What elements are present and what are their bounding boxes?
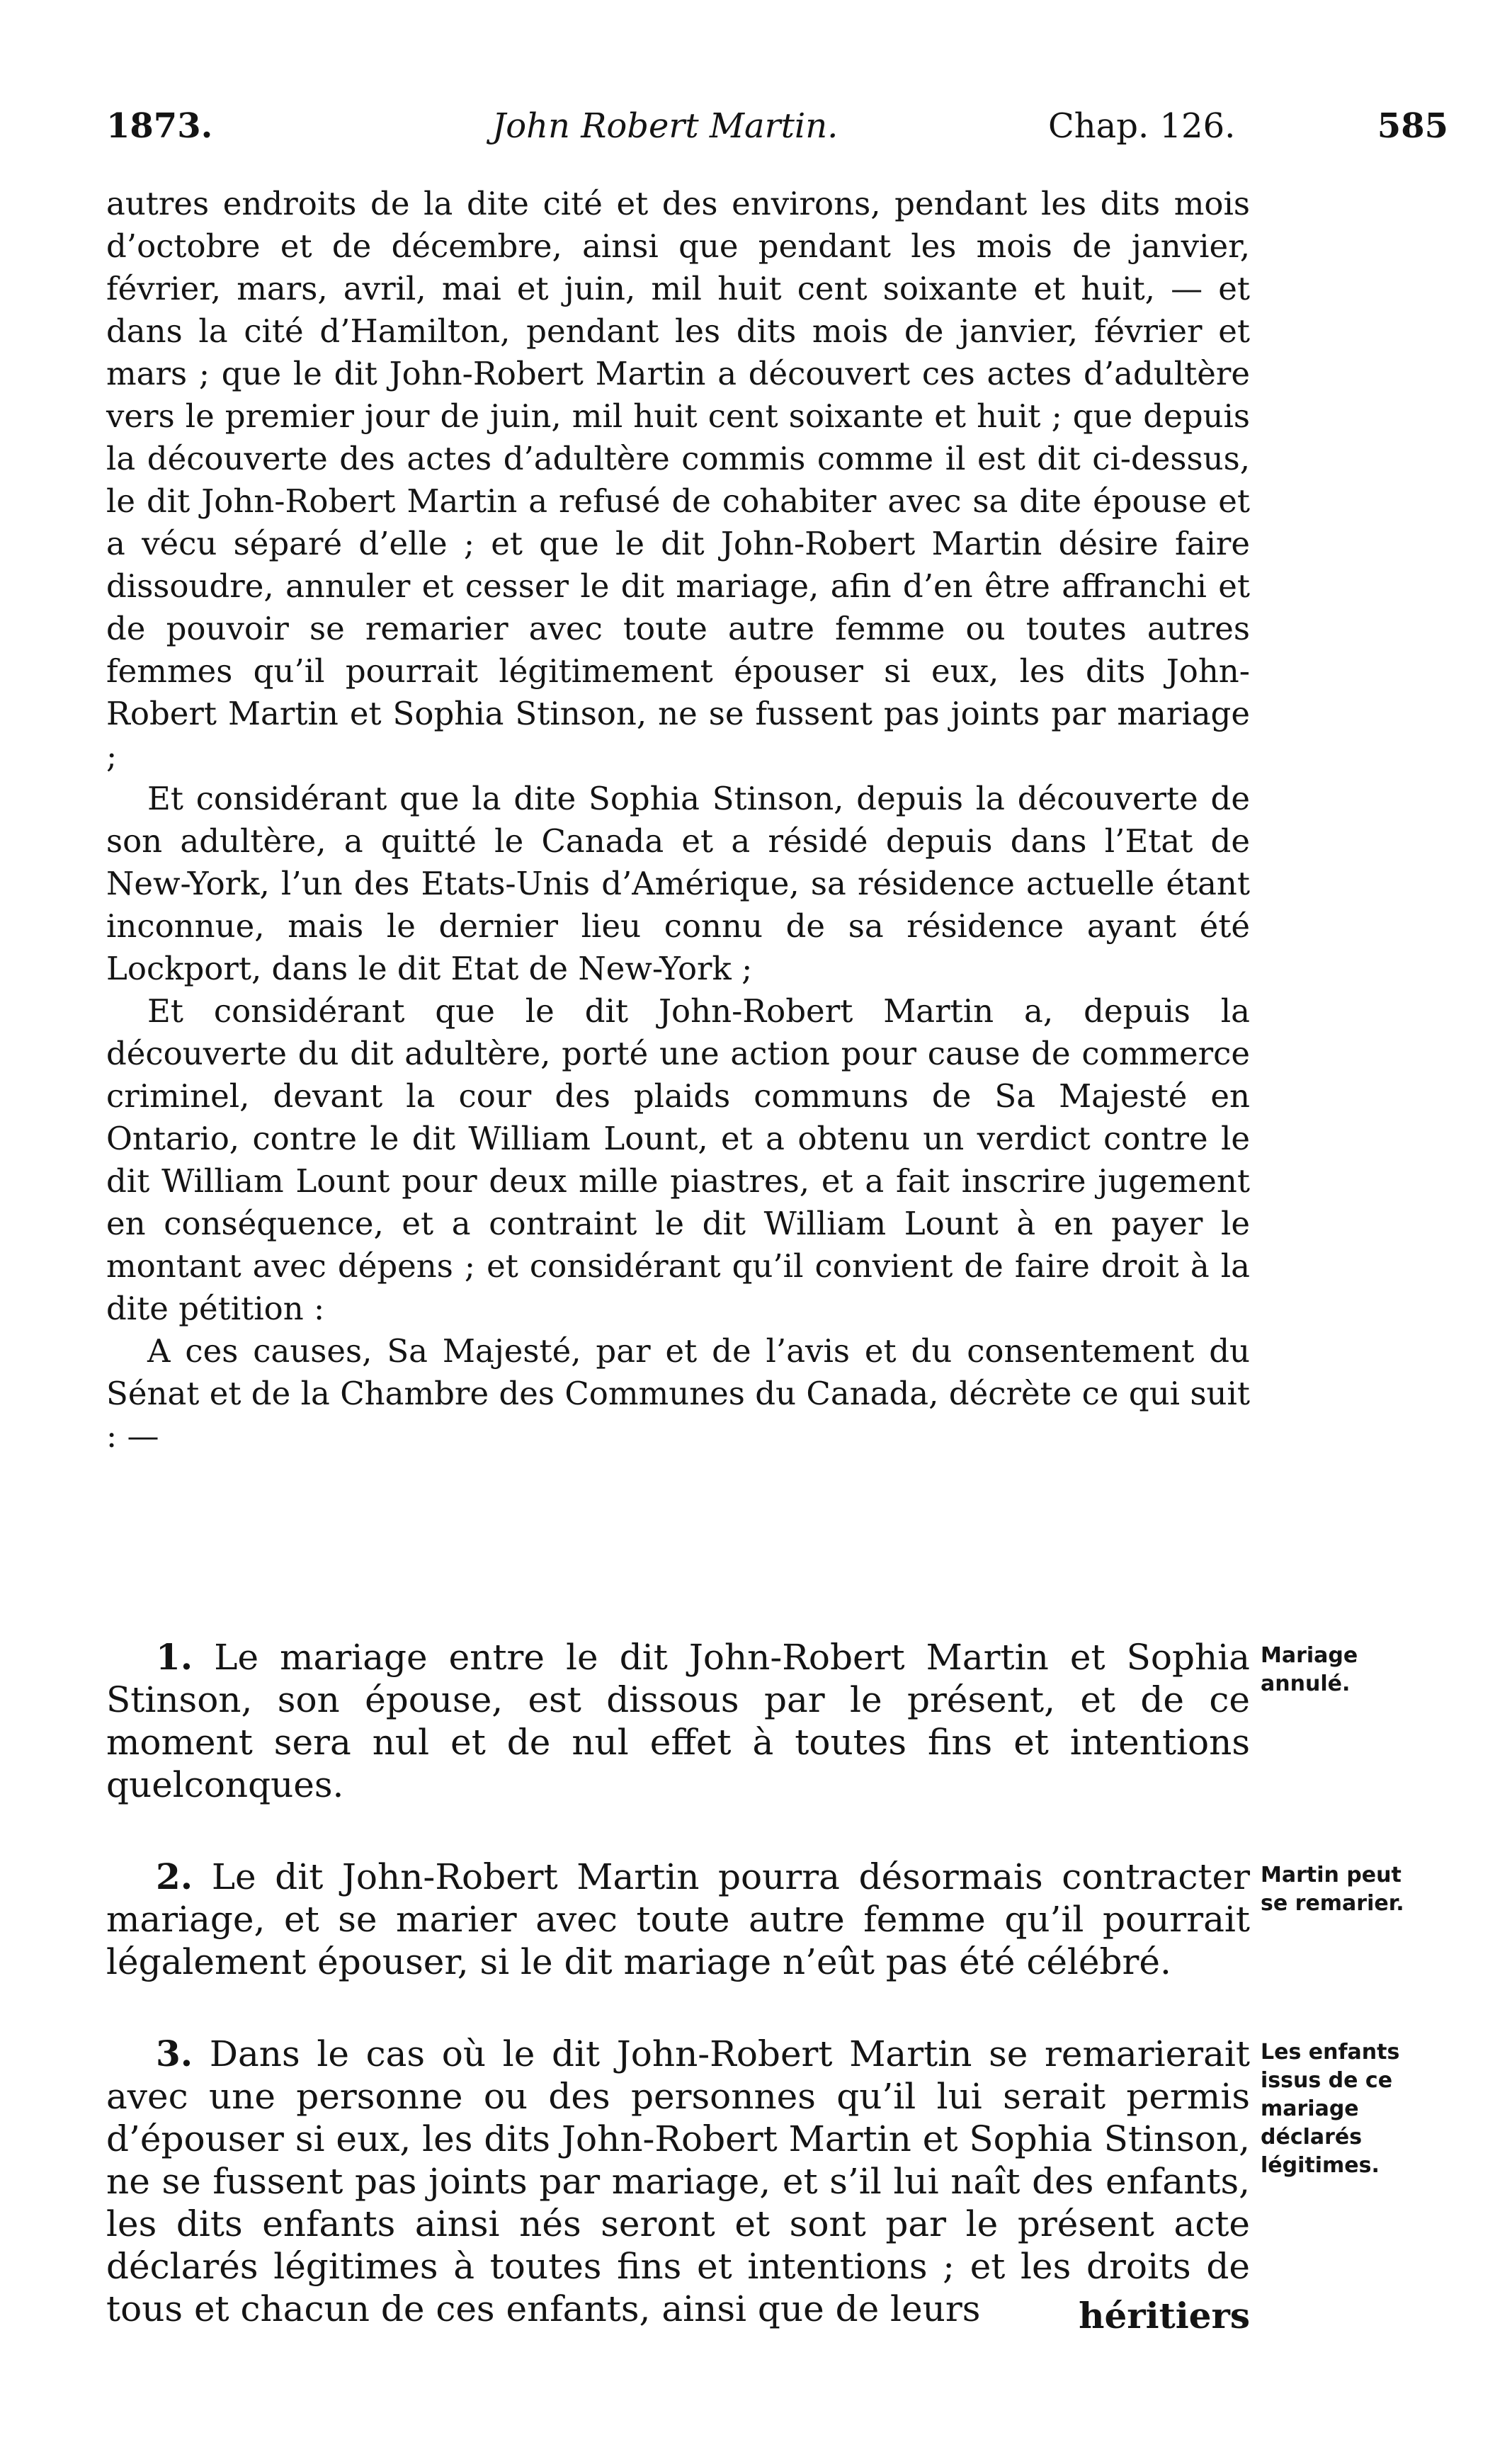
preamble-paragraph: Et considérant que la dite Sophia Stinson, depuis la découverte de son adultère, a quitté le Canada et a résidé depuis dans l’Etat de New-York, l’un des Etats-Unis d’Amérique, sa résidence actuelle étant inconnue, mais le dernier lieu connu de sa résidence ayant été Lockport, dans le dit Etat de New-York ; [106, 780, 1250, 987]
preamble-paragraph: Et considérant que le dit John-Robert Martin a, depuis la découverte du dit adultère, porté une action pour cause de commerce criminel, devant la cour des plaids communs de Sa Majesté en Ontario, contre le dit William Lount, et a obtenu un verdict contre le dit William Lount pour deux mille piastres, et a fait inscrire jugement en conséquence, et a contraint le dit William Lount à en payer le montant avec dépens ; et considérant qu’il convient de faire droit à la dite pétition : [106, 992, 1250, 1327]
section-text: Dans le cas où le dit John-Robert Martin se remarierait avec une personne ou des personnes qu’il lui serait permis d’épouser si eux, les dits John-Robert Martin et Sophia Stinson, ne se fussent pas joints par mariage, et s’il lui naît des enfants, les dits enfants ainsi nés seront et sont par le présent acte déclarés légitimes à toutes fins et intentions ; et les droits de tous et chacun de ces enfants, ainsi que de leurs [106, 2033, 1250, 2329]
section-2 [106, 1856, 1250, 1983]
preamble-text [106, 183, 1250, 1458]
section-number: 3. [156, 2033, 193, 2074]
enacting-clause: A ces causes, Sa Majesté, par et de l’avis et du consentement du Sénat et de la Chambre des Communes du Canada, décrète ce qui suit : — [106, 1332, 1250, 1455]
header-chapter: Chap. 126. [1048, 106, 1236, 146]
section-text: Le mariage entre le dit John-Robert Martin et Sophia Stinson, son épouse, est dissous par le présent, et de ce moment sera nul et de nul effet à toutes fins et intentions quelconques. [106, 1637, 1250, 1805]
page-number: 585 [1377, 106, 1448, 146]
catchword: héritiers [1079, 2295, 1250, 2337]
section-number: 2. [156, 1856, 193, 1897]
section-1 [106, 1636, 1250, 1806]
margin-note: Martin peut se remarier. [1261, 1863, 1404, 1916]
section-3 [106, 2033, 1250, 2330]
section-number: 1. [156, 1636, 193, 1678]
margin-note: Mariage annulé. [1261, 1643, 1358, 1696]
margin-note: Les enfants issus de ce mariage déclarés légitimes. [1261, 2040, 1400, 2178]
header-title: John Robert Martin. [492, 106, 839, 146]
header-year: 1873. [106, 106, 213, 146]
preamble-paragraph: autres endroits de la dite cité et des environs, pendant les dits mois d’octobre et de décembre, ainsi que pendant les mois de janvier, février, mars, avril, mai et juin, mil huit cent soixante et huit, — et dans la cité d’Hamilton, pendant les dits mois de janvier, février et mars ; que le dit John-Robert Martin a découvert ces actes d’adultère vers le premier jour de juin, mil huit cent soixante et huit ; que depuis la découverte des actes d’adultère commis comme il est dit ci-dessus, le dit John-Robert Martin a refusé de cohabiter avec sa dite épouse et a vécu séparé d’elle ; et que le dit John-Robert Martin désire faire dissoudre, annuler et cesser le dit mariage, afin d’en être affranchi et de pouvoir se remarier avec toute autre femme ou toutes autres femmes qu’il pourrait légitimement épouser si eux, les dits John-Robert Martin et Sophia Stinson, ne se fussent pas joints par mariage ; [106, 185, 1250, 775]
page-header [106, 106, 1448, 149]
section-text: Le dit John-Robert Martin pourra désormais contracter mariage, et se marier avec toute autre femme qu’il pourrait légalement épouser, si le dit mariage n’eût pas été célébré. [106, 1856, 1250, 1982]
